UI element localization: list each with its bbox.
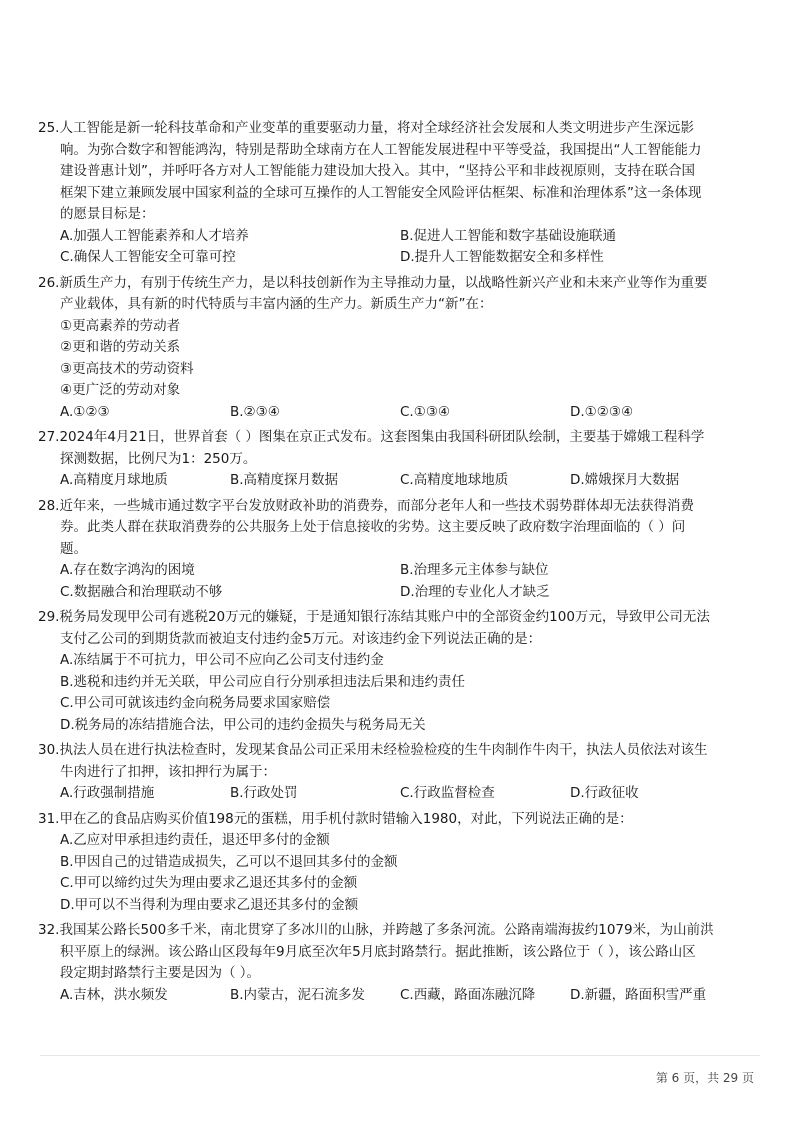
question-stem-line: 29.税务局发现甲公司有逃税20万元的嫌疑，于是通知银行冻结其账户中的全部资金约100万元，导致甲公司无法 [38, 609, 710, 625]
option-d: D.新疆，路面积雪严重 [570, 986, 707, 1003]
options-row [38, 470, 764, 492]
option-a: A.高精度月球地质 [60, 472, 168, 488]
option-a: A.乙应对甲承担违约责任，退还甲多付的金额 [60, 832, 330, 848]
question-25 [38, 118, 764, 269]
option-b: B.治理多元主体参与缺位 [400, 562, 549, 578]
question-27 [38, 427, 764, 492]
option-a: A.存在数字鸿沟的困境 [60, 562, 195, 578]
option-d: D.税务局的冻结措施合法，甲公司的违约金损失与税务局无关 [60, 716, 426, 733]
statement-3: ③更高技术的劳动资料 [60, 360, 194, 377]
option-a: A.①②③ [60, 403, 110, 420]
question-stem-line: 积平原上的绿洲。该公路山区段每年9月底至次年5月底封路禁行。据此推断，该公路位于（ ），该公路山区 [60, 943, 696, 960]
option-c: C.甲可以缔约过失为理由要求乙退还其多付的金额 [60, 875, 358, 891]
question-30 [38, 740, 764, 805]
option-d: D.行政征收 [570, 785, 639, 801]
statement-4: ④更广泛的劳动对象 [60, 382, 181, 398]
option-b: B.②③④ [230, 403, 280, 420]
question-stem-line: 框架下建立兼顾发展中国家利益的全球可互操作的人工智能安全风险评估框架、标准和治理体系”这一条体现 [60, 184, 702, 201]
question-32 [38, 920, 764, 1006]
option-c: C.西藏，路面冻融沉降 [400, 986, 536, 1003]
question-29 [38, 607, 764, 736]
question-list [38, 118, 764, 1006]
option-d: D.①②③④ [570, 403, 634, 420]
question-stem-line: 30.执法人员在进行执法检查时，发现某食品公司正采用未经检验检疫的生牛肉制作牛肉干，执法人员依法对该生 [38, 742, 708, 758]
question-stem-line: 响。为弥合数字和智能鸿沟，特别是帮助全球南方在人工智能发展进程中平等受益，我国提出“人工智能能力 [60, 141, 702, 158]
option-a: A.冻结属于不可抗力，甲公司不应向乙公司支付违约金 [60, 652, 384, 668]
option-b: B.高精度探月数据 [230, 472, 339, 488]
option-b: B.内蒙古，泥石流多发 [230, 986, 366, 1003]
option-c: C.①③④ [400, 403, 451, 420]
option-c: C.数据融合和治理联动不够 [60, 583, 223, 600]
option-b: B.促进人工智能和数字基础设施联通 [400, 227, 617, 244]
question-stem-line: 32.我国某公路长500多千米，南北贯穿了多冰川的山脉，并跨越了多条河流。公路南端海拔约1079米，为山前洪 [38, 922, 714, 938]
option-c: C.行政监督检查 [400, 785, 495, 801]
question-stem-line: 题。 [60, 540, 87, 557]
statement-2: ②更和谐的劳动关系 [60, 339, 181, 355]
statement-1: ①更高素养的劳动者 [60, 317, 181, 334]
options-row [38, 985, 764, 1007]
options-row [38, 560, 764, 582]
option-c: C.高精度地球地质 [400, 472, 509, 488]
option-d: D.提升人工智能数据安全和多样性 [400, 249, 604, 265]
options-row [38, 247, 764, 269]
question-stem-line: 探测数据，比例尺为1：250万。 [60, 450, 257, 467]
options-row [38, 582, 764, 604]
option-d: D.嫦娥探月大数据 [570, 472, 680, 488]
question-stem-line: 段定期封路禁行主要是因为（ ）。 [60, 965, 261, 981]
options-row [38, 783, 764, 805]
question-26 [38, 273, 764, 424]
option-d: D.甲可以不当得利为理由要求乙退还其多付的金额 [60, 896, 359, 913]
option-a: A.行政强制措施 [60, 785, 155, 801]
question-stem-line: 券。此类人群在获取消费券的公共服务上处于信息接收的劣势。这主要反映了政府数字治理面临的（ ）问 [60, 519, 686, 535]
question-stem-line: 28.近年来，一些城市通过数字平台发放财政补助的消费券，而部分老年人和一些技术弱势群体却无法获得消费 [38, 497, 694, 514]
question-31 [38, 809, 764, 917]
option-a: A.吉林，洪水频发 [60, 986, 168, 1003]
option-a: A.加强人工智能素养和人才培养 [60, 227, 249, 244]
question-stem-line: 31.甲在乙的食品店购买价值198元的蛋糕，用手机付款时错输入1980，对此，下列说法正确的是： [38, 810, 633, 827]
option-b: B.甲因自己的过错造成损失，乙可以不退回其多付的金额 [60, 853, 398, 870]
question-stem-line: 建设普惠计划”，并呼吁各方对人工智能能力建设加大投入。其中，“坚持公平和非歧视原则，支持在联合国 [60, 163, 695, 179]
question-stem-line: 牛肉进行了扣押，该扣押行为属于： [60, 763, 276, 780]
question-stem-line: 的愿景目标是： [60, 206, 155, 222]
options-row [38, 402, 764, 424]
footer-divider [40, 1055, 760, 1056]
option-b: B.逃税和违约并无关联，甲公司应自行分别承担违法后果和违约责任 [60, 673, 466, 690]
question-stem-line: 25.人工智能是新一轮科技革命和产业变革的重要驱动力量，将对全球经济社会发展和人类文明进步产生深远影 [38, 120, 694, 136]
question-stem-line: 支付乙公司的到期货款而被迫支付违约金5万元。对该违约金下列说法正确的是： [60, 630, 542, 647]
option-b: B.行政处罚 [230, 785, 298, 801]
question-stem-line: 27.2024年4月21日，世界首套（ ）图集在京正式发布。这套图集由我国科研团队绘制，主要基于嫦娥工程科学 [38, 429, 705, 445]
option-d: D.治理的专业化人才缺乏 [400, 583, 550, 600]
question-28 [38, 496, 764, 604]
page-number: 第 6 页，共 29 页 [655, 1071, 754, 1085]
option-c: C.甲公司可就该违约金向税务局要求国家赔偿 [60, 695, 331, 711]
options-row [38, 226, 764, 248]
question-stem-line: 产业载体，具有新的时代特质与丰富内涵的生产力。新质生产力“新”在： [60, 296, 493, 312]
option-c: C.确保人工智能安全可靠可控 [60, 249, 236, 265]
question-stem-line: 26.新质生产力，有别于传统生产力，是以科技创新作为主导推动力量，以战略性新兴产业和未来产业等作为重要 [38, 274, 708, 291]
